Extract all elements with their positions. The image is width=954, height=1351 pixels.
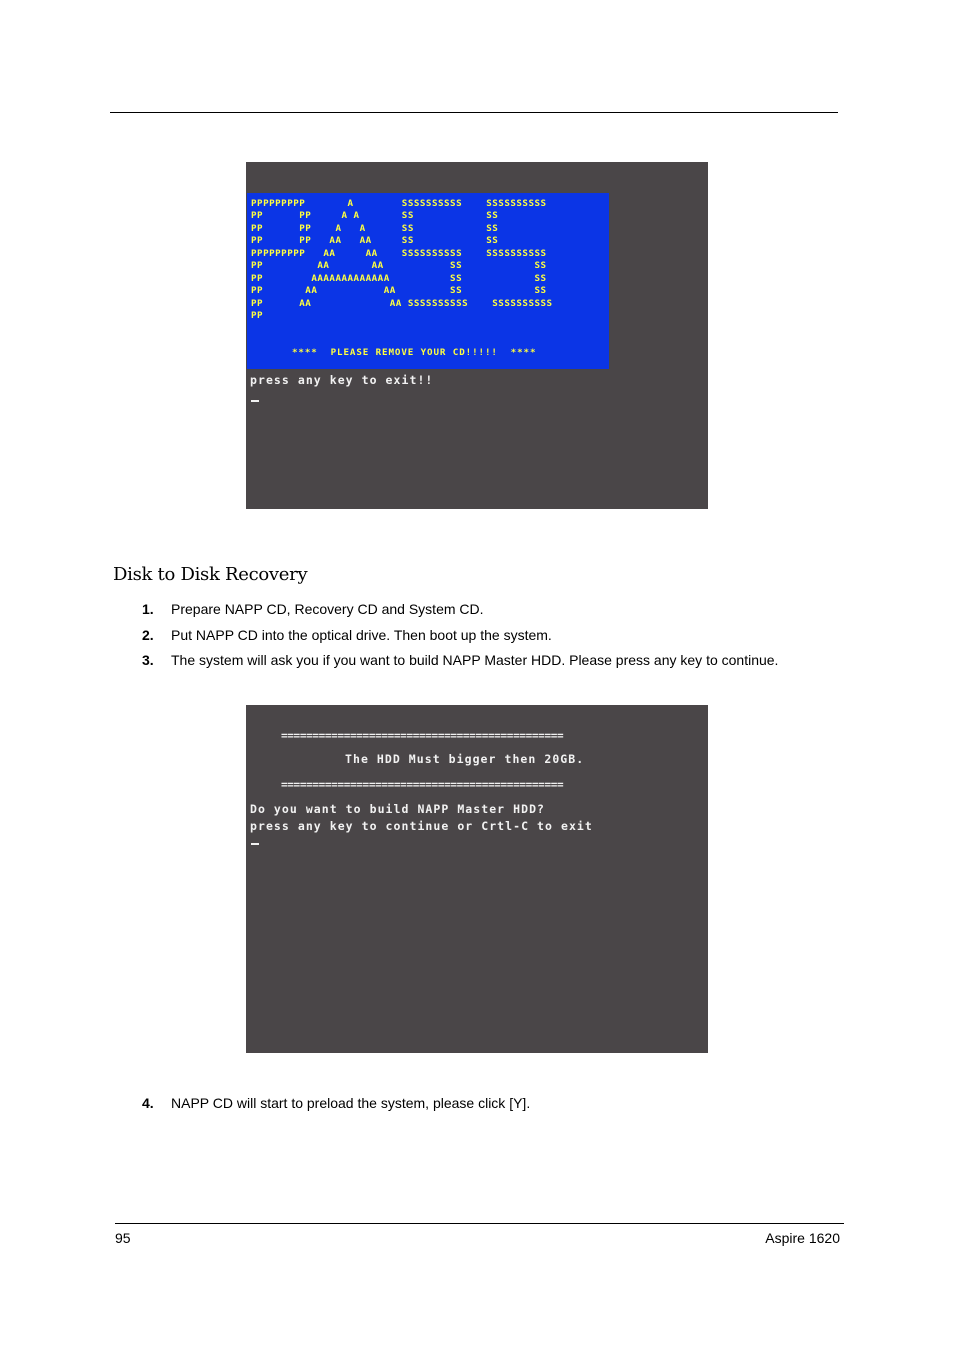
terminal-cursor [251, 843, 259, 845]
step-text: The system will ask you if you want to build NAPP Master HDD. Please press any key to continue. [171, 652, 779, 668]
header-rule [110, 112, 838, 113]
logo-line: PP PP A A SS SS [251, 210, 499, 222]
hdd-requirement-text: The HDD Must bigger then 20GB. [345, 752, 585, 766]
step-number: 1. [142, 601, 154, 617]
step-number: 3. [142, 652, 154, 668]
step-item [142, 601, 484, 617]
continue-instruction: press any key to continue or Crtl-C to exit [250, 819, 593, 833]
napp-master-hdd-screenshot [246, 705, 708, 1053]
section-title: Disk to Disk Recovery [113, 564, 308, 585]
product-name: Aspire 1620 [765, 1230, 840, 1246]
step-number: 4. [142, 1095, 154, 1111]
exit-prompt: press any key to exit!! [250, 373, 434, 387]
footer-rule [115, 1223, 844, 1224]
separator-line: ============================================= [281, 729, 564, 742]
logo-line: PP AA AA SS SS [251, 285, 547, 297]
logo-line: PP AA AA SS SS [251, 260, 547, 272]
page-number: 95 [115, 1230, 131, 1246]
step-text: NAPP CD will start to preload the system, please click [Y]. [171, 1095, 531, 1111]
logo-line: PP [251, 310, 264, 322]
pass-ascii-logo [251, 198, 553, 323]
logo-line: PP AAAAAAAAAAAAA SS SS [251, 272, 547, 284]
logo-line: PP AA AA SSSSSSSSSS SSSSSSSSSS [251, 297, 553, 309]
separator-line: ============================================= [281, 778, 564, 791]
logo-line: PPPPPPPPP A SSSSSSSSSS SSSSSSSSSS [251, 198, 547, 209]
build-question: Do you want to build NAPP Master HDD? [250, 802, 546, 816]
step-text: Put NAPP CD into the optical drive. Then boot up the system. [171, 627, 552, 643]
remove-cd-screenshot [246, 162, 708, 509]
terminal-cursor [251, 400, 259, 402]
remove-cd-message: **** PLEASE REMOVE YOUR CD!!!!! **** [292, 347, 537, 358]
logo-line: PPPPPPPPP AA AA SSSSSSSSSS SSSSSSSSSS [251, 247, 547, 259]
step-number: 2. [142, 627, 154, 643]
step-text: Prepare NAPP CD, Recovery CD and System CD. [171, 601, 484, 617]
step-item [142, 652, 778, 668]
logo-line: PP PP AA AA SS SS [251, 235, 499, 247]
logo-line: PP PP A A SS SS [251, 222, 499, 234]
step-item [142, 627, 552, 643]
step-item [142, 1095, 530, 1111]
pass-logo-banner [247, 193, 609, 369]
